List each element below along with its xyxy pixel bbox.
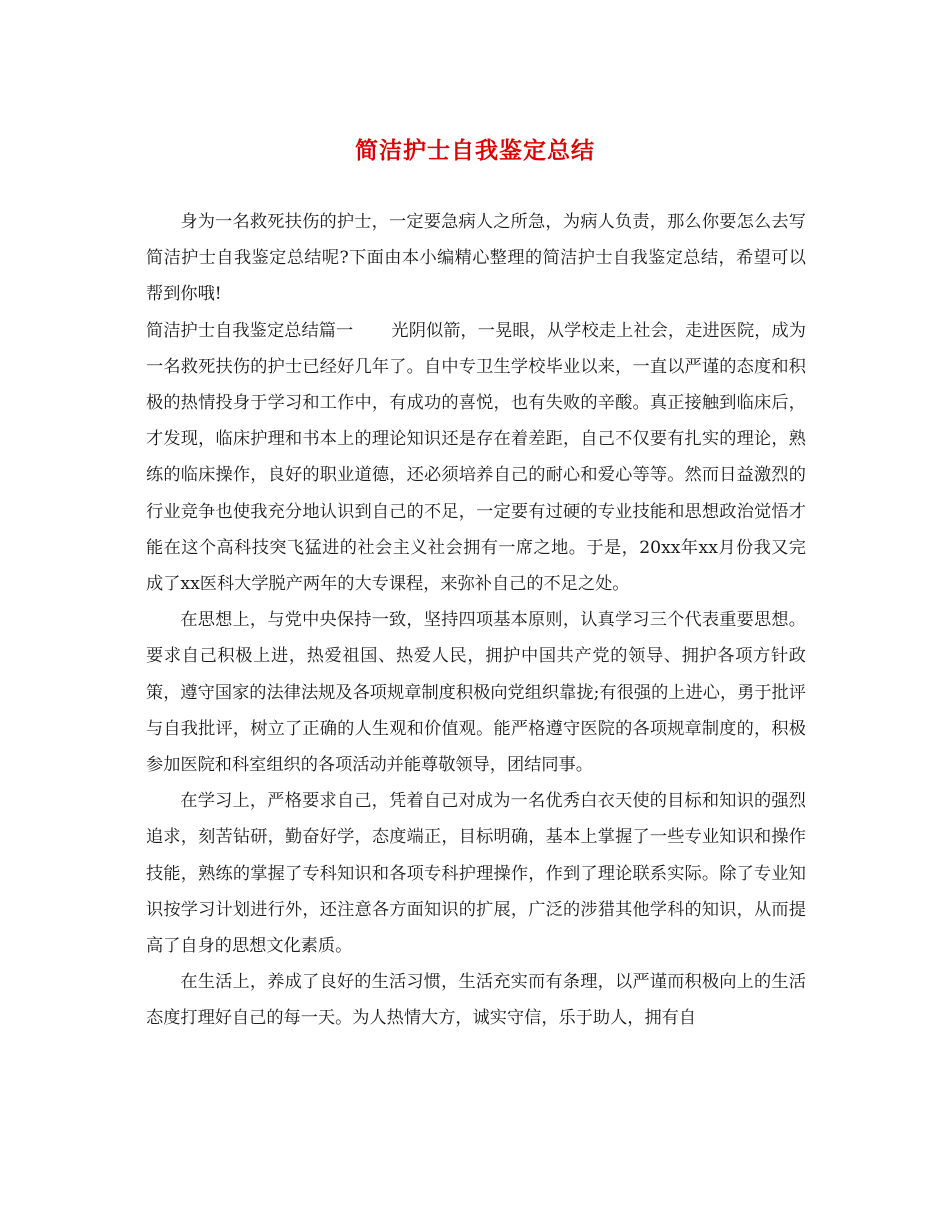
study-paragraph: 在学习上，严格要求自己，凭着自己对成为一名优秀白衣天使的目标和知识的强烈追求，刻苦钻研，勤奋好学，态度端正，目标明确，基本上掌握了一些专业知识和操作技能，熟练的掌握了专科知识和各项专科护理操作，作到了理论联系实际。除了专业知识按学习计划进行外，还注意各方面知识的扩展，广泛的涉猎其他学科的知识，从而提高了自身的思想文化素质。	[146, 791, 806, 957]
intro-paragraph: 身为一名救死扶伤的护士，一定要急病人之所急，为病人负责，那么你要怎么去写简洁护士自我鉴定总结呢?下面由本小编精心整理的简洁护士自我鉴定总结，希望可以帮到你哦!	[146, 212, 806, 305]
section-paragraph	[146, 313, 806, 603]
document-body	[146, 204, 806, 1037]
thought-paragraph: 在思想上，与党中央保持一致，坚持四项基本原则，认真学习三个代表重要思想。要求自己积极上进，热爱祖国、热爱人民，拥护中国共产党的领导、拥护各项方针政策，遵守国家的法律法规及各项规章制度积极向党组织靠拢;有很强的上进心，勇于批评与自我批评，树立了正确的人生观和价值观。能严格遵守医院的各项规章制度的，积极参加医院和科室组织的各项活动并能尊敬领导，团结同事。	[146, 610, 806, 776]
section-first-text: 光阴似箭，一晃眼，从学校走上社会，走进医院，成为一名救死扶伤的护士已经好几年了。自中专卫生学校毕业以来，一直以严谨的态度和积极的热情投身于学习和工作中，有成功的喜悦，也有失败的辛酸。真正接触到临床后，才发现，临床护理和书本上的理论知识还是存在着差距，自己不仅要有扎实的理论，熟练的临床操作，良好的职业道德，还必须培养自己的耐心和爱心等等。然而日益激烈的行业竞争也使我充分地认识到自己的不足，一定要有过硬的专业技能和思想政治觉悟才能在这个高科技突飞猛进的社会主义社会拥有一席之地。于是，20xx年xx月份我又完成了xx医科大学脱产两年的大专课程，来弥补自己的不足之处。	[146, 320, 806, 595]
life-paragraph: 在生活上，养成了良好的生活习惯，生活充实而有条理，以严谨而积极向上的生活态度打理好自己的每一天。为人热情大方，诚实守信，乐于助人，拥有自	[146, 972, 806, 1029]
page-title: 简洁护士自我鉴定总结	[355, 137, 595, 164]
section-heading: 简洁护士自我鉴定总结篇一	[146, 320, 354, 341]
